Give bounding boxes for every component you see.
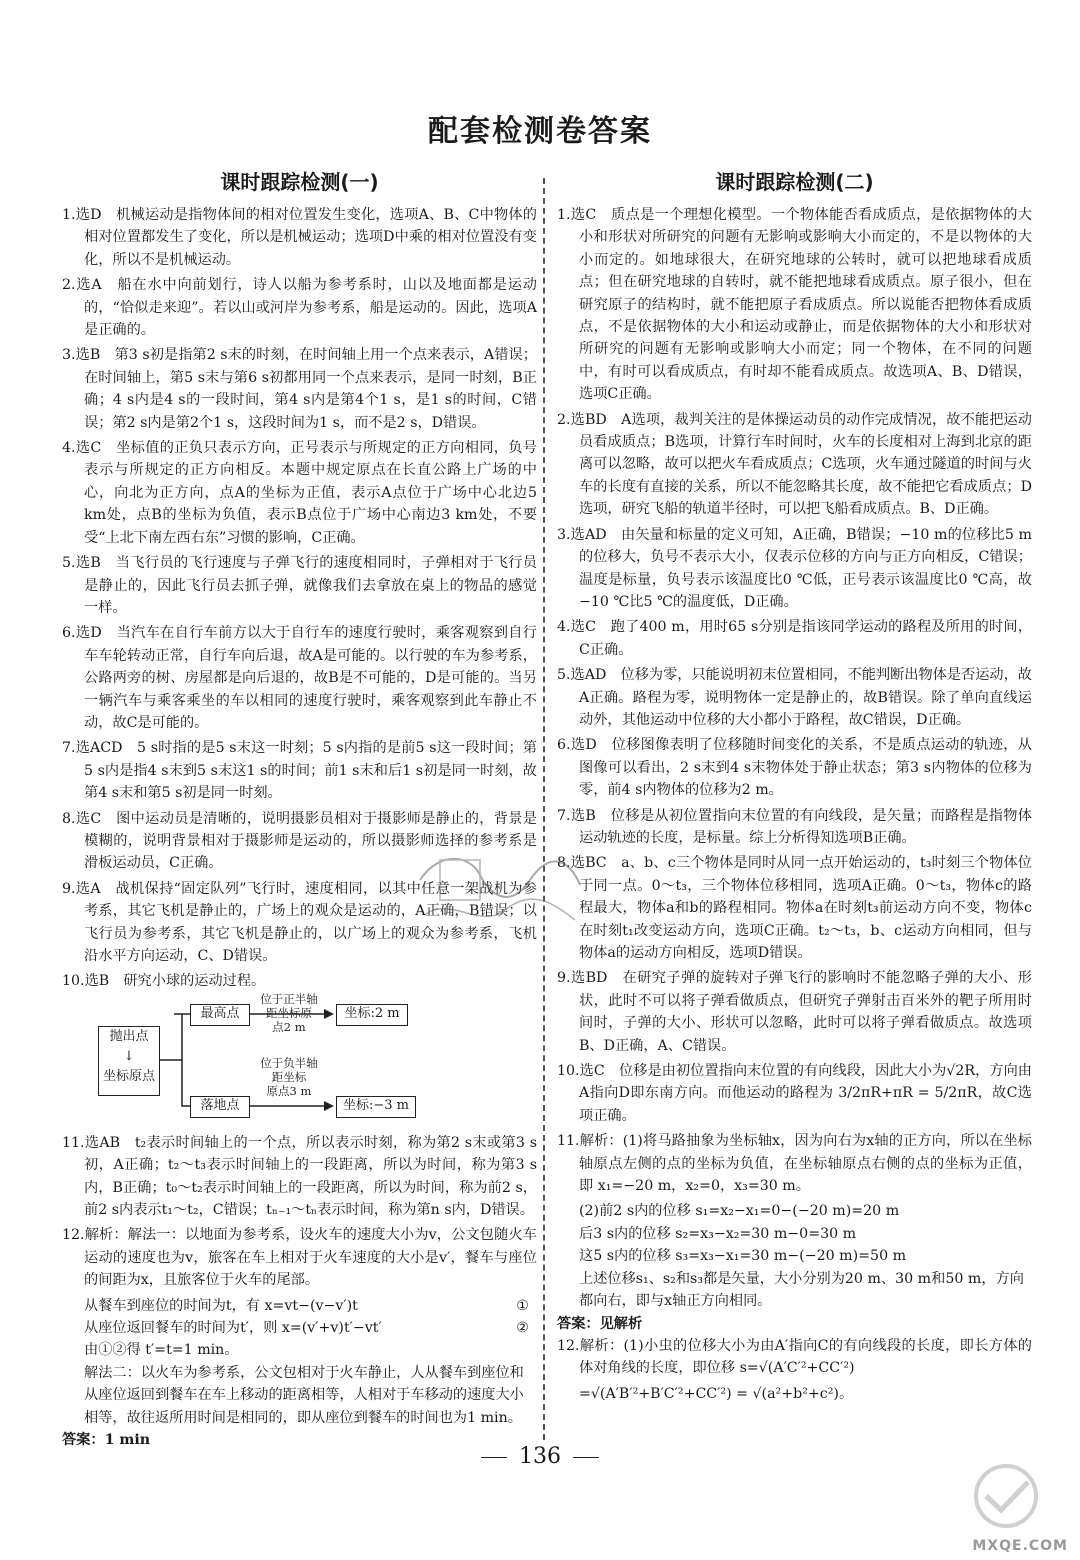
answer-r11: 答案：见解析	[557, 1315, 643, 1332]
bottom-condition-label: 位于负半轴 距坐标 原点3 m	[260, 1055, 318, 1098]
answer-item-4: 4.选C 坐标值的正负只表示方向，正号表示与所规定的正方向相同，负号表示与所规定的正方向相反。本题中规定原点在长直公路上广场的中心，向北为正方向，点A的坐标为正值，表示A点位于广场中心北边5 km处，点B的坐标为负值，表示B点位于广场中心南边3 km处，不要受“上北下南左西右东”习惯的影响，C正确。	[62, 440, 537, 546]
answer-item-r5: 5.选AD 位移为零，只能说明初末位置相同，不能判断出物体是否运动，故A正确。路程为零，说明物体一定是静止的，故B错误。除了单向直线运动外，其他运动中位移的大小都小于路程，故C错误，D正确。	[557, 667, 1032, 728]
equation-1-text: 从餐车到座位的时间为t，有 x=vt−(v−v′)t	[84, 1297, 358, 1314]
answer-item-8: 8.选C 图中运动员是清晰的，说明摄影员相对于摄影师是静止的，背景是模糊的，说明背景相对于摄影师是运动的，所以摄影师选择的参考系是滑板运动员，C正确。	[62, 810, 537, 872]
r11-line-1: (2)前2 s内的位移 s₁=x₂−x₁=0−(−20 m)=20 m	[579, 1203, 900, 1220]
answer-item-r2: 2.选BD A选项，裁判关注的是体操运动员的动作完成情况，故不能把运动员看成质点；B选项，计算行车时间时，火车的长度相对上海到北京的距离可以忽略，故可以把火车看成质点；C选项，火车通过隧道的时间与火车的长度有直接的关系，所以不能忽略其长度，故不能把它看成质点；D选项，研究飞船的轨道半径时，可以把飞船看成质点。B、D正确。	[557, 411, 1032, 518]
answer-item-6: 6.选D 当汽车在自行车前方以大于自行车的速度行驶时，乘客观察到自行车车轮转动正常，自行车向后退，故A是可能的。以行驶的车为参考系，公路两旁的树、房屋都是向后退的，故B是不可能的，D是可能的。当另一辆汽车与乘客乘坐的车以相同的速度行驶时，乘客观察到此车静止不动，故C是可能的。	[62, 625, 537, 731]
page-number-value: 136	[519, 1444, 561, 1469]
answer-item-2: 2.选A 船在水中向前划行，诗人以船为参考系时，山以及地面都是运动的，“恰似走来迎”。若以山或河岸为参考系，船是运动的。因此，选项A是正确的。	[62, 277, 537, 339]
answer-item-5: 5.选B 当飞行员的飞行速度与子弹飞行的速度相同时，子弹相对于飞行员是静止的，因此飞行员去抓子弹，就像我们去拿放在桌上的物品的感觉一样。	[62, 555, 537, 616]
page-number-dash-left	[481, 1457, 507, 1458]
answer-item-7: 7.选ACD 5 s时指的是5 s末这一时刻；5 s内指的是前5 s这一段时间；第5 s内是指4 s末到5 s末这1 s的时间；前1 s末和后1 s初是同一时刻，故第4 s末和第5 s初是同一时刻。	[62, 740, 537, 802]
answer-item-11: 11.选AB t₂表示时间轴上的一个点，所以表示时刻，称为第2 s末或第3 s初，A正确；t₂～t₃表示时间轴上的一段距离，所以为时间，称为第3 s内，B正确；t₀～t₂表示时间轴上的一段距离，所以为时间，称为前2 s，前2 s内表示t₁～t₂，C错误；tₙ₋₁～tₙ表示时间，称为第n s内，D错误。	[62, 1134, 537, 1219]
left-column	[62, 168, 537, 1452]
r12-line-1: =√(A′B′²+B′C′²+CC′²) = √(a²+b²+c²)。	[579, 1385, 854, 1402]
answer-item-r7: 7.选B 位移是从初位置指向末位置的有向线段，是矢量；而路程是指物体运动轨迹的长度，是标量。综上分析得知选项B正确。	[557, 807, 1032, 846]
page-number	[0, 1444, 1080, 1469]
watermark-logo-icon	[946, 1460, 1066, 1540]
top-coordinate-box: 坐标:2 m	[336, 1004, 408, 1026]
page-title: 配套检测卷答案	[428, 114, 652, 149]
answer-item-r1: 1.选C 质点是一个理想化模型。一个物体能否看成质点，是依据物体的大小和形状对所研究的问题有无影响或影响大小而定的，不是以物体的大小而定的。如地球很大，在研究地球的公转时，就可以把地球看成质点；但在研究地球的自转时，就不能把地球看成质点。原子很小，但在研究原子的结构时，就不能把原子看成质点。所以说能否把物体看成质点，不是依据物体的大小和运动或静止，而是依据物体的大小和形状对所研究的问题有无影响或影响大小而定；同一个物体，在不同的问题中，有时可以看成质点，有时却不能看成质点。故选项A、B、D错误，选项C正确。	[557, 207, 1032, 403]
bottom-coordinate-box: 坐标:−3 m	[336, 1096, 416, 1118]
answer-item-10: 10.选B 研究小球的运动过程。	[62, 973, 266, 990]
equation-2	[62, 1317, 537, 1339]
handwritten-stamp-icon	[410, 840, 590, 950]
landing-point-box: 落地点	[190, 1096, 250, 1118]
answer-item-r9: 9.选BD 在研究子弹的旋转对子弹飞行的影响时不能忽略子弹的大小、形状，此时不可以将子弹看做质点，但研究子弹射击百米外的靶子所用时间时，子弹的大小、形状可以忽略，此时可以将子弹看做质点。故选项B、D正确，A、C错误。	[557, 970, 1032, 1054]
answer-item-12-head: 12.解析：解法一：以地面为参考系，设火车的速度大小为v，公文包随火车运动的速度也为v，旅客在车上相对于火车速度的大小是v′，餐车与座位的间距为x，且旅客位于火车的尾部。	[62, 1227, 537, 1289]
down-arrow-icon: ↓	[123, 1048, 135, 1064]
r11-line-3: 这5 s内的位移 s₃=x₃−x₁=30 m−(−20 m)=50 m	[579, 1248, 907, 1265]
top-condition-label: 位于正半轴 距坐标原 点2 m	[260, 991, 318, 1034]
equation-2-text: 从座位返回餐车的时间为t′，则 x=(v′+v)t′−vt′	[84, 1320, 382, 1337]
method-2: 解法二：以火车为参考系，公文包相对于火车静止，人从餐车到座位和从座位返回到餐车在车上移动的距离相等，人相对于车移动的速度大小相等，故往返所用时间是相同的，即从座位到餐车的时间也为1 min。	[84, 1364, 524, 1426]
highest-point-box: 最高点	[190, 1004, 250, 1026]
answer-item-r11-head: 11.解析：(1)将马路抽象为坐标轴x，因为向右为x轴的正方向，所以在坐标轴原点左侧的点的坐标为负值，在坐标轴原点右侧的点的坐标为正值，即 x₁=−20 m，x₂=0，x₃=30 m。	[557, 1133, 1032, 1195]
answer-item-r6: 6.选D 位移图像表明了位移随时间变化的关系，不是质点运动的轨迹，从图像可以看出，2 s末到4 s末物体处于静止状态；第3 s内物体的位移为零，前4 s内物体的位移为2 m。	[557, 737, 1032, 799]
answer-12: 答案：1 min	[62, 1432, 151, 1449]
r11-line-2: 后3 s内的位移 s₂=x₃−x₂=30 m−0=30 m	[579, 1225, 857, 1242]
answer-item-r3: 3.选AD 由矢量和标量的定义可知，A正确，B错误；−10 m的位移比5 m的位移大，负号不表示大小，仅表示位移的方向与正方向相反，C错误；温度是标量，负号表示该温度比0 ℃低，正号表示该温度比0 ℃高，故−10 ℃比5 ℃的温度低，D正确。	[557, 526, 1032, 610]
right-column	[557, 168, 1032, 1405]
answer-item-1: 1.选D 机械运动是指物体间的相对位置发生变化，选项A、B、C中物体的相对位置都发生了变化，所以是机械运动；选项D中乘的相对位置没有变化，所以不是机械运动。	[62, 207, 537, 268]
equation-1	[62, 1295, 537, 1317]
equation-1-tag: ①	[516, 1297, 529, 1314]
left-section-title: 课时跟踪检测(一)	[220, 170, 379, 194]
r11-line-4: 上述位移s₁、s₂和s₃都是矢量，大小分别为20 m、30 m和50 m，方向都向右，即与x轴正方向相同。	[579, 1270, 1024, 1310]
watermark-text: MXQE.COM	[972, 1538, 1068, 1554]
right-section-title: 课时跟踪检测(二)	[715, 170, 874, 194]
page-number-dash-right	[573, 1457, 599, 1458]
origin-box	[98, 1026, 160, 1096]
answer-item-r4: 4.选C 跑了400 m，用时65 s分别是指该同学运动的路程及所用的时间，C正确。	[557, 619, 1032, 658]
equation-3: 由①②得 t′=t=1 min。	[84, 1342, 239, 1359]
motion-diagram	[62, 991, 537, 1124]
answer-item-3: 3.选B 第3 s初是指第2 s末的时刻，在时间轴上用一个点来表示，A错误；在时间轴上，第5 s末与第6 s初都用同一个点来表示，是同一时刻，B正确；4 s内是4 s的一段时间，第4 s内是第4个1 s，是1 s的时间，C错误；第2 s内是第2个1 s，这段时间为1 s，而不是2 s，D错误。	[62, 347, 537, 431]
answer-item-r12-head: 12.解析：(1)小虫的位移大小为由A′指向C的有向线段的长度，即长方体的体对角线的长度，即位移 s=√(A′C′²+CC′²)	[557, 1337, 1032, 1377]
throw-point-label: 抛出点	[109, 1028, 149, 1044]
answer-item-r10: 10.选C 位移是由初位置指向末位置的有向线段，因此大小为√2R，方向由A指向D即东南方向。而他运动的路程为 3/2πR+πR = 5/2πR，故C选项正确。	[557, 1063, 1032, 1124]
column-divider	[543, 178, 545, 1440]
origin-label: 坐标原点	[102, 1068, 155, 1084]
answer-item-9: 9.选A 战机保持“固定队列”飞行时，速度相同，以其中任意一架战机为参考系，其它飞机是静止的，广场上的观众是运动的，A正确，B错误；以飞行员为参考系，其它飞机是静止的，以广场上的观众为参考系，飞机沿水平方向运动，C、D错误。	[62, 880, 537, 964]
equation-2-tag: ②	[516, 1320, 529, 1337]
answer-item-r8: 8.选BC a、b、c三个物体是同时从同一点开始运动的，t₃时刻三个物体位于同一点。0～t₃，三个物体位移相同，选项A正确。0～t₃，物体c的路程最大，物体a和b的路程相同。物体a在时刻t₃前运动方向不变，物体c在时刻t₁改变运动方向，选项C正确。t₂～t₃，b、c运动方向相同，但与物体a的运动方向相反，选项D错误。	[557, 855, 1032, 961]
